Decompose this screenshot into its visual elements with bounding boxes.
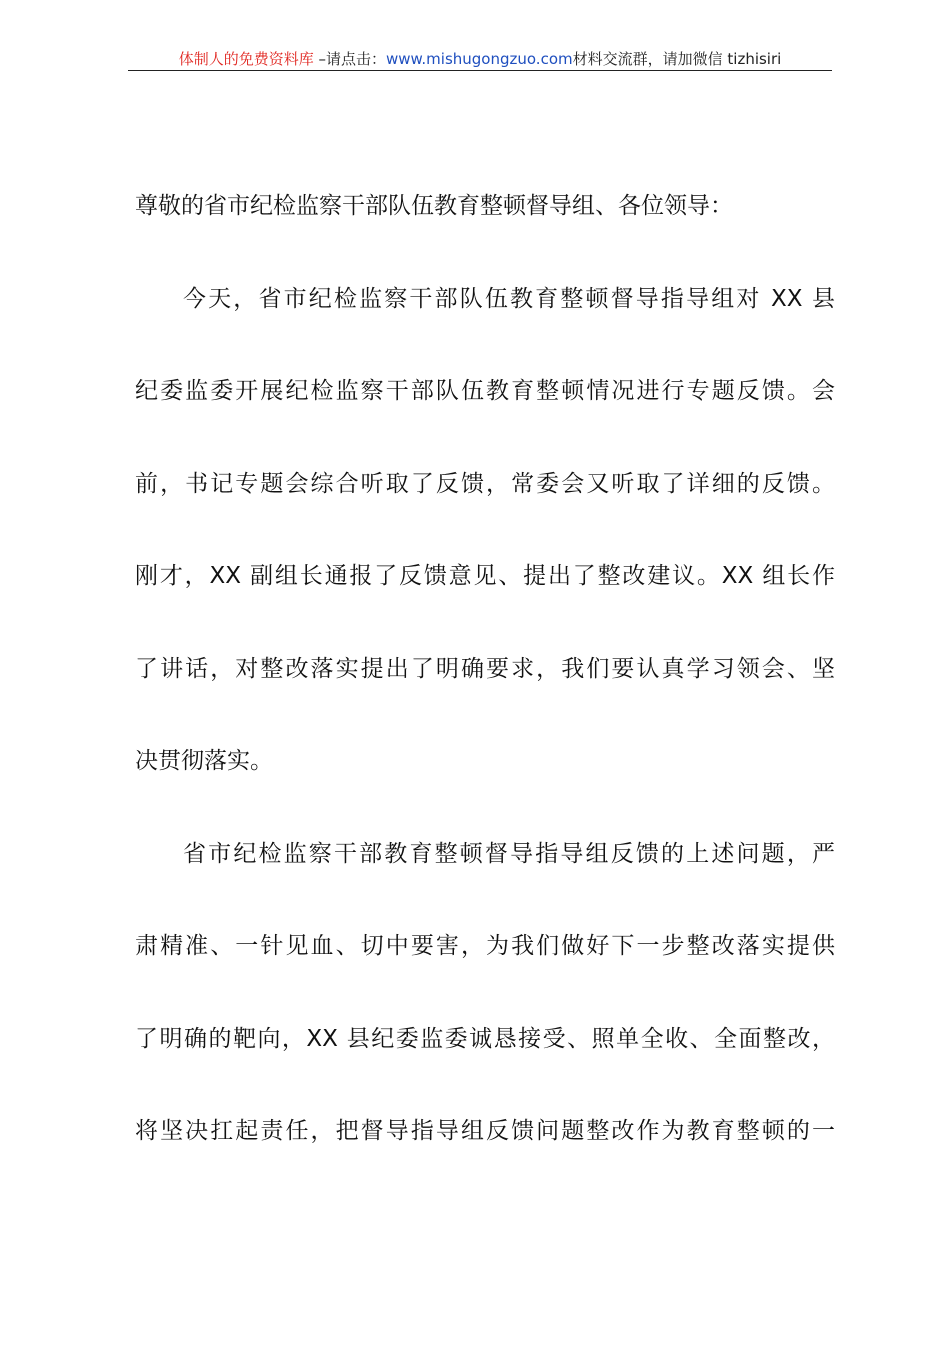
- paragraph-line: 将坚决扛起责任，把督导指导组反馈问题整改作为教育整顿的一: [135, 1118, 835, 1144]
- header-contact: 材料交流群，请加微信 tizhisiri: [572, 50, 782, 68]
- header-separator: –请点击：: [313, 50, 386, 68]
- paragraph-line: 省市纪检监察干部教育整顿督导指导组反馈的上述问题，严: [183, 840, 835, 867]
- document-body: [135, 160, 835, 1178]
- page-header: [128, 48, 832, 71]
- paragraph-line: 前，书记专题会综合听取了反馈，常委会又听取了详细的反馈。: [135, 470, 835, 497]
- paragraph-line: 了明确的靶向，XX 县纪委监委诚恳接受、照单全收、全面整改，: [135, 1025, 835, 1052]
- header-url-link[interactable]: www.mishugongzuo.com: [385, 50, 573, 68]
- paragraph-line: 肃精准、一针见血、切中要害，为我们做好下一步整改落实提供: [135, 933, 835, 959]
- paragraph-line: 纪委监委开展纪检监察干部队伍教育整顿情况进行专题反馈。会: [135, 378, 835, 404]
- paragraph-line: 了讲话，对整改落实提出了明确要求，我们要认真学习领会、坚: [135, 655, 835, 682]
- paragraph-line: 决贯彻落实。: [135, 748, 273, 774]
- header-site-name: 体制人的免费资料库: [178, 50, 314, 68]
- salutation-line: 尊敬的省市纪检监察干部队伍教育整顿督导组、各位领导：: [135, 193, 733, 219]
- paragraph-line: 今天，省市纪检监察干部队伍教育整顿督导指导组对 XX 县: [183, 285, 835, 312]
- paragraph-line: 刚才，XX 副组长通报了反馈意见、提出了整改建议。XX 组长作: [135, 563, 835, 589]
